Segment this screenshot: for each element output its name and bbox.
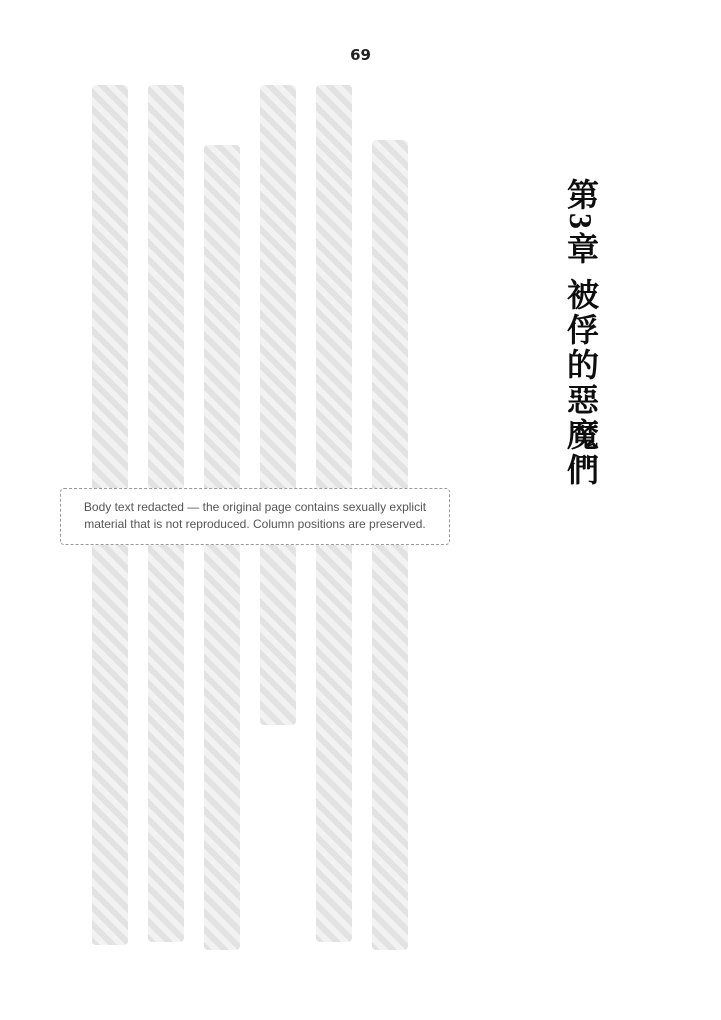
redacted-text-column-1 — [372, 140, 408, 950]
redaction-notice: Body text redacted — the original page contains sexually explicit material that is not reproduced. Column positions are preserved. — [60, 488, 450, 545]
redacted-text-column-3 — [260, 85, 296, 725]
chapter-title: 第3章 被俘的惡魔們 — [563, 178, 599, 488]
page-number: 69 — [350, 46, 371, 64]
redacted-text-column-4 — [204, 145, 240, 950]
